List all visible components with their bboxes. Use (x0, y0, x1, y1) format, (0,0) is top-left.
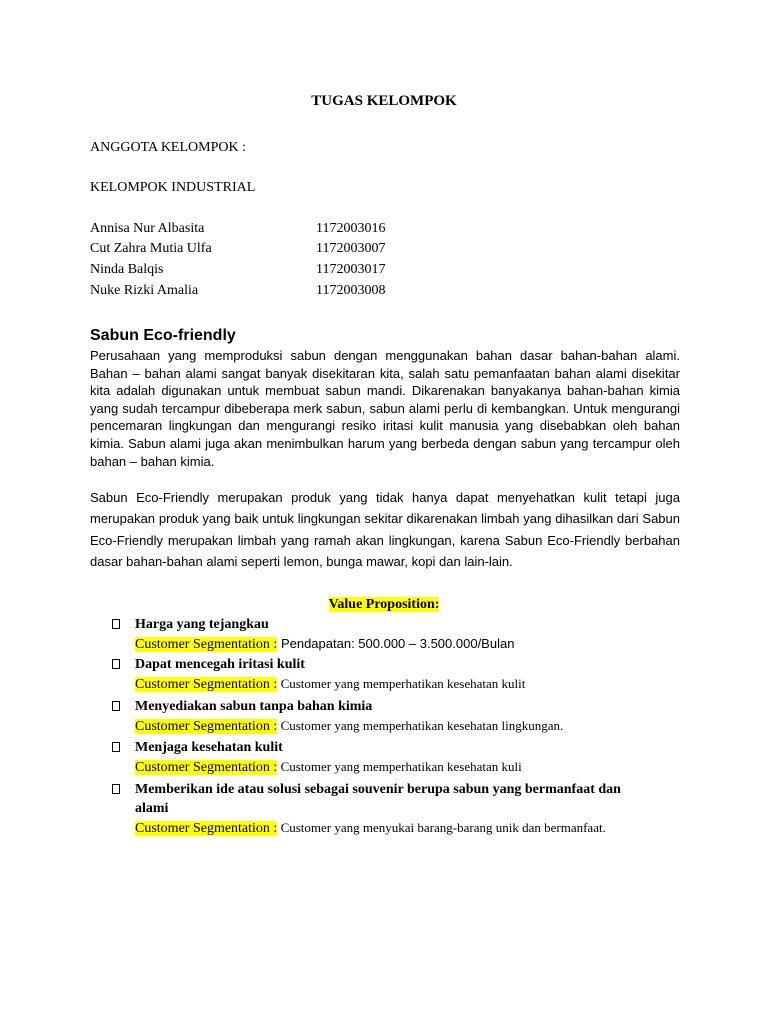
member-name: Nuke Rizki Amalia (90, 283, 199, 298)
member-id: 1172003017 (316, 262, 386, 277)
value-proposition-item (112, 738, 692, 777)
customer-segmentation (135, 818, 652, 838)
value-proposition-heading: Menyediakan sabun tanpa bahan kimia (135, 699, 373, 714)
customer-segmentation (135, 716, 692, 736)
segmentation-value: Customer yang memperhatikan kesehatan kulit (277, 676, 526, 691)
segmentation-label: Customer Segmentation : (135, 821, 278, 836)
members-label: ANGGOTA KELOMPOK : (90, 140, 246, 155)
member-row (90, 262, 490, 282)
segmentation-label: Customer Segmentation : (135, 677, 278, 692)
member-name: Ninda Balqis (90, 262, 164, 277)
checkbox-icon (112, 619, 120, 629)
document-title: TUGAS KELOMPOK (311, 93, 457, 109)
value-proposition-item (112, 615, 692, 654)
member-row (90, 241, 490, 261)
segmentation-value: Customer yang memperhatikan kesehatan kuli (277, 759, 522, 774)
member-name: Cut Zahra Mutia Ulfa (90, 241, 212, 256)
group-name: KELOMPOK INDUSTRIAL (90, 180, 256, 195)
member-id: 1172003007 (316, 241, 386, 256)
value-proposition-title (0, 597, 768, 613)
value-proposition-heading: Dapat mencegah iritasi kulit (135, 657, 305, 672)
segmentation-label: Customer Segmentation : (135, 637, 278, 652)
member-id: 1172003008 (316, 283, 386, 298)
member-name: Annisa Nur Albasita (90, 221, 205, 236)
value-proposition-title-text: Value Proposition: (328, 597, 440, 612)
segmentation-value: Pendapatan: 500.000 – 3.500.000/Bulan (277, 636, 515, 651)
member-row (90, 283, 490, 303)
value-proposition-heading: Harga yang tejangkau (135, 617, 269, 632)
checkbox-icon (112, 784, 120, 794)
segmentation-value: Customer yang menyukai barang-barang unik dan bermanfaat. (277, 820, 606, 835)
segmentation-label: Customer Segmentation : (135, 719, 278, 734)
customer-segmentation (135, 674, 692, 694)
customer-segmentation (135, 757, 692, 777)
member-row (90, 221, 490, 241)
paragraph-eco-friendly: Sabun Eco-Friendly merupakan produk yang tidak hanya dapat menyehatkan kulit tetapi juga merupakan produk yang baik untuk lingkungan sekitar dikarenakan limbah yang dihasilkan dari Sabun Eco-Friendly merupakan limbah yang ramah akan lingkungan, karena Sabun Eco-Friendly berbahan dasar bahan-bahan alami seperti lemon, bunga mawar, kopi dan lain-lain. (90, 490, 680, 569)
segmentation-label: Customer Segmentation : (135, 760, 278, 775)
customer-segmentation (135, 634, 692, 654)
value-proposition-item (112, 697, 692, 736)
member-id: 1172003016 (316, 221, 386, 236)
paragraph-intro: Perusahaan yang memproduksi sabun dengan menggunakan bahan dasar bahan-bahan alami. Bahan – bahan alami sangat banyak disekitaran kita, salah satu pemanfaatan bahan alami disekitar kita adalah digunakan untuk membuat sabun mandi. Dikarenakan banyakanya bahan-bahan kimia yang sudah tercampur dibeberapa merk sabun, sabun alami perlu di kembangkan. Untuk mengurangi pencemaran lingkungan dan mengurangi resiko iritasi kulit manusia yang disebabkan oleh bahan kimia. Sabun alami juga akan menimbulkan harum yang berbeda dengan sabun yang tercampur oleh bahan – bahan kimia. (90, 348, 680, 469)
checkbox-icon (112, 659, 120, 669)
segmentation-value: Customer yang memperhatikan kesehatan lingkungan. (277, 718, 564, 733)
value-proposition-heading: Menjaga kesehatan kulit (135, 740, 283, 755)
checkbox-icon (112, 701, 120, 711)
value-proposition-item (112, 780, 652, 838)
checkbox-icon (112, 742, 120, 752)
value-proposition-item (112, 655, 692, 694)
value-proposition-heading: Memberikan ide atau solusi sebagai souvenir berupa sabun yang bermanfaat dan alami (135, 782, 621, 816)
section-heading: Sabun Eco-friendly (90, 327, 236, 344)
